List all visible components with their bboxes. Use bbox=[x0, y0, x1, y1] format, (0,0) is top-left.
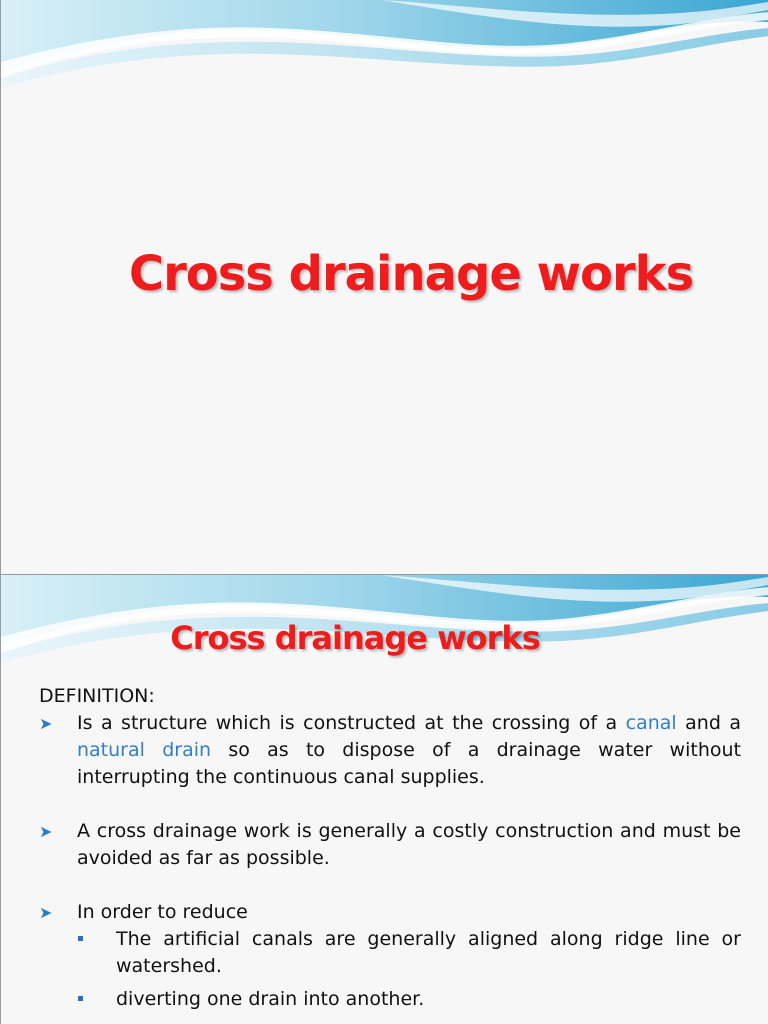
slide-heading: Cross drainage works bbox=[170, 619, 540, 657]
bullet-text: In order to reduce bbox=[77, 901, 248, 923]
definition-content bbox=[39, 683, 741, 1013]
slide-definition bbox=[0, 575, 768, 1024]
bullet-text: A cross drainage work is generally a costly construction and must be avoided as far as possible. bbox=[77, 820, 741, 869]
arrow-bullet-icon: ➤ bbox=[39, 822, 53, 841]
canal-link[interactable]: canal bbox=[625, 712, 677, 734]
slide-title-heading: Cross drainage works bbox=[128, 246, 694, 302]
bullet-item bbox=[39, 818, 741, 872]
bullet-item bbox=[39, 899, 741, 926]
sub-bullet-text: The artificial canals are generally aligned along ridge line or watershed. bbox=[116, 928, 741, 977]
sub-bullet-item bbox=[39, 926, 741, 980]
natural-drain-link[interactable]: natural drain bbox=[77, 739, 212, 761]
sub-bullet-text: diverting one drain into another. bbox=[116, 988, 425, 1010]
square-bullet-icon bbox=[78, 996, 83, 1001]
sub-bullet-item bbox=[39, 986, 741, 1013]
wave-header-decoration bbox=[1, 0, 768, 100]
arrow-bullet-icon: ➤ bbox=[39, 903, 53, 922]
bullet-item bbox=[39, 710, 741, 791]
square-bullet-icon bbox=[78, 936, 83, 941]
bullet-text: Is a structure which is constructed at the crossing of a canal and a natural drain so as to dispose of a drainage water without interrupting the continuous canal supplies. bbox=[77, 712, 742, 788]
definition-label: DEFINITION: bbox=[39, 685, 155, 707]
arrow-bullet-icon: ➤ bbox=[39, 714, 53, 733]
